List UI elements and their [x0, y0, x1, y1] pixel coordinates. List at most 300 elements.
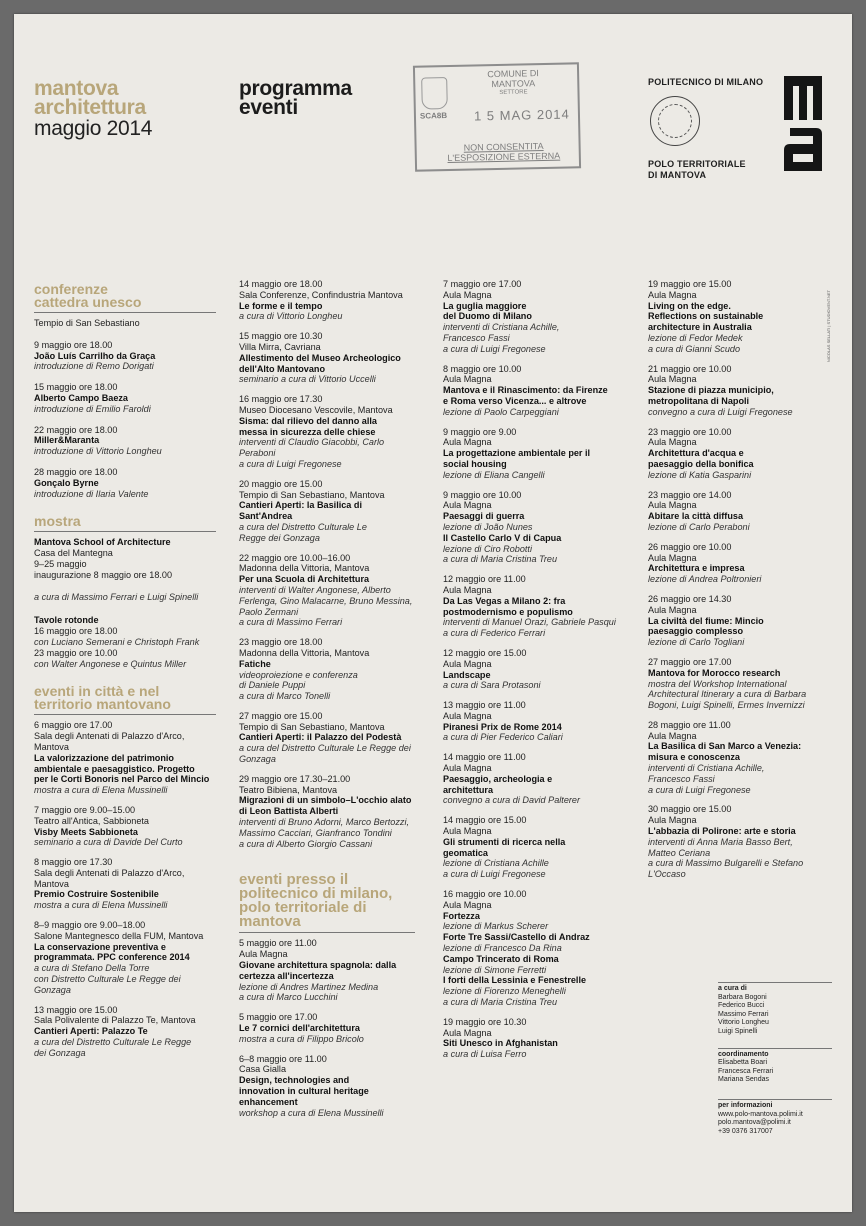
program-line-1: programma: [239, 77, 352, 100]
event-note: Ferlenga, Gino Malacarne, Bruno Messina,: [239, 595, 413, 606]
event-item: [443, 427, 621, 481]
event-note: lezione di Fedor Medek: [648, 332, 743, 343]
event-place: Aula Magna: [443, 500, 492, 511]
event-date: 14 maggio ore 15.00: [443, 815, 527, 826]
column-2: [239, 279, 415, 1127]
event-note: interventi di Cristiana Achille,: [648, 763, 765, 774]
curator-name: Massimo Ferrari: [718, 1010, 769, 1018]
event-place: Aula Magna: [443, 899, 492, 910]
event-title: paesaggio complesso: [648, 626, 744, 637]
event-note: workshop a cura di Elena Mussinelli: [239, 1107, 384, 1118]
event-note: L'Occaso: [648, 869, 686, 880]
event-item: [239, 774, 415, 850]
section-place: Tempio di San Sebastiano: [34, 318, 140, 328]
event-title: Siti Unesco in Afghanistan: [443, 1038, 558, 1049]
column-4: [648, 279, 824, 889]
section-title-line: eventi presso il: [239, 871, 349, 889]
event-place: Aula Magna: [648, 289, 697, 300]
event-item: [34, 382, 216, 414]
event-note: a cura di Massimo Bulgarelli e Stefano: [648, 858, 804, 869]
event-item: [34, 805, 216, 848]
event-title: paesaggio della bonifica: [648, 458, 754, 469]
event-title: Mantova for Morocco research: [648, 667, 781, 678]
event-note: lezione di Paolo Carpeggiani: [443, 406, 559, 417]
event-item: [648, 279, 824, 355]
event-note: convegno a cura di Luigi Fregonese: [648, 406, 793, 417]
event-item: [648, 490, 824, 533]
event-date: 22 maggio ore 10.00–16.00: [239, 552, 351, 563]
coordination-block: [718, 1048, 832, 1085]
politecnico-label: POLITECNICO DI MILANO: [648, 77, 764, 87]
event-title: Sant'Andrea: [239, 511, 293, 522]
program-title: [239, 77, 352, 119]
event-note: interventi di Manuel Orazi, Gabriele Pasqui: [443, 617, 616, 628]
event-item: [648, 804, 824, 880]
event-date: 14 maggio ore 11.00: [443, 752, 526, 763]
event-title: Architettura e impresa: [648, 563, 745, 574]
event-date: 8 maggio ore 17.30: [34, 857, 113, 868]
event-place: Aula Magna: [443, 374, 492, 385]
event-title: Reflections on sustainable: [648, 311, 764, 322]
event-note: lezione di Andres Martinez Medina: [239, 981, 379, 992]
event-note: Paolo Zermani: [239, 606, 299, 617]
curator-name: Vittorio Longheu: [718, 1019, 769, 1027]
event-title: La conservazione preventiva e: [34, 941, 166, 952]
event-title: Piranesi Prix de Rome 2014: [443, 721, 562, 732]
section-title-politecnico: [239, 873, 415, 933]
event-title: ambientale e paesaggistico. Progetto: [34, 763, 195, 774]
event-note: a cura di Pier Federico Caliari: [443, 732, 563, 743]
curator-name: Barbara Bogoni: [718, 993, 767, 1001]
event-title: e Roma verso Vicenza... e altrove: [443, 395, 587, 406]
program-line-2: eventi: [239, 95, 298, 119]
event-note: lezione di Fiorenzo Meneghelli: [443, 986, 566, 997]
event-item: [239, 1054, 415, 1119]
info-website[interactable]: www.polo-mantova.polimi.it: [718, 1110, 803, 1118]
event-place: Madonna della Vittoria, Mantova: [239, 647, 370, 658]
municipal-stamp: [413, 62, 581, 171]
event-date: 21 maggio ore 10.00: [648, 363, 732, 374]
event-title: Forte Tre Sassi/Castello di Andraz: [443, 932, 590, 943]
event-item: [239, 637, 415, 702]
event-title: La valorizzazione del patrimonio: [34, 752, 174, 763]
section-title-line: territorio mantovano: [34, 696, 171, 713]
polo-line-1: POLO TERRITORIALE: [648, 159, 746, 169]
stamp-line-2: MANTOVA: [491, 78, 536, 89]
event-note: a cura di Vittorio Longheu: [239, 311, 343, 322]
event-place: Tempio di San Sebastiano, Mantova: [239, 721, 385, 732]
event-date: 23 maggio ore 18.00: [239, 637, 323, 648]
event-date: 5 maggio ore 17.00: [239, 1012, 318, 1023]
event-note: lezione di Markus Scherer: [443, 921, 549, 932]
event-place: Aula Magna: [648, 604, 697, 615]
event-date: 26 maggio ore 10.00: [648, 541, 732, 552]
event-title: Stazione di piazza municipio,: [648, 385, 774, 396]
event-title: João Luís Carrilho da Graça: [34, 350, 156, 361]
event-title: architecture in Australia: [648, 322, 752, 333]
stamp-line-1: COMUNE DI: [487, 68, 539, 80]
section-title-conferenze: [34, 283, 216, 313]
event-title: La guglia maggiore: [443, 300, 527, 311]
event-item: [239, 279, 415, 322]
event-place: Aula Magna: [443, 826, 492, 837]
event-note: a cura di Maria Cristina Treu: [443, 554, 558, 565]
event-title: L'abbazia di Polirone: arte e storia: [648, 826, 796, 837]
event-item: [239, 331, 415, 385]
event-note: a cura di Alberto Giorgio Cassani: [239, 838, 373, 849]
event-note: lezione di Francesco Da Rina: [443, 943, 562, 954]
event-title: Design, technologies and: [239, 1075, 350, 1086]
event-date: 30 maggio ore 15.00: [648, 804, 732, 815]
event-item: [648, 594, 824, 648]
event-date: 27 maggio ore 17.00: [648, 656, 732, 667]
event-title: Le forme e il tempo: [239, 300, 323, 311]
event-place: Aula Magna: [648, 552, 697, 563]
event-item: [443, 279, 621, 355]
brand-title: [34, 77, 153, 140]
event-place: Aula Magna: [648, 730, 697, 741]
event-place: Aula Magna: [443, 584, 492, 595]
event-date: 9 maggio ore 9.00: [443, 426, 517, 437]
event-note: Bogoni, Luigi Spinelli, Ermes Invernizzi: [648, 700, 805, 711]
event-note: a cura di Marco Tonelli: [239, 691, 331, 702]
info-phone: +39 0376 317007: [718, 1127, 773, 1135]
event-date: 8 maggio ore 10.00: [443, 363, 522, 374]
event-note: introduzione di Ilaria Valente: [34, 488, 149, 499]
event-note: videoproiezione e conferenza: [239, 669, 358, 680]
event-date: 15 maggio ore 18.00: [34, 382, 118, 393]
event-note: introduzione di Emilio Faroldi: [34, 403, 151, 414]
event-place: Aula Magna: [648, 500, 697, 511]
event-note: di Daniele Puppi: [239, 680, 306, 691]
event-date: 28 maggio ore 11.00: [648, 719, 731, 730]
event-note: a cura di Luigi Fregonese: [443, 869, 546, 880]
event-note: seminario a cura di Vittorio Uccelli: [239, 374, 376, 385]
event-note: a cura di Stefano Della Torre: [34, 963, 150, 974]
stamp-line-4: NON CONSENTITA: [463, 141, 544, 153]
event-note: a cura del Distretto Culturale Le: [239, 521, 367, 532]
event-title: Il Castello Carlo V di Capua: [443, 532, 562, 543]
event-item: [239, 711, 415, 765]
event-place: Aula Magna: [648, 374, 697, 385]
event-title: messa in sicurezza delle chiese: [239, 426, 376, 437]
event-item: [648, 542, 824, 585]
event-place: Salone Mantegnesco della FUM, Mantova: [34, 930, 204, 941]
event-place: Villa Mirra, Cavriana: [239, 341, 321, 352]
section-title-line: conferenze: [34, 281, 108, 297]
event-item: [443, 1017, 621, 1060]
event-date: 15 maggio ore 10.30: [239, 331, 323, 342]
event-title: social housing: [443, 458, 507, 469]
event-note: con Luciano Semerani e Christoph Frank: [34, 636, 200, 647]
event-date: 12 maggio ore 15.00: [443, 647, 527, 658]
event-place: Tempio di San Sebastiano, Mantova: [239, 489, 385, 500]
politecnico-seal-icon: [650, 96, 700, 146]
event-place: Casa Gialla: [239, 1064, 287, 1075]
section-title-eventi-citta: [34, 685, 216, 715]
event-title: Migrazioni di un simbolo–L'occhio alato: [239, 795, 412, 806]
event-title: Campo Trincerato di Roma: [443, 953, 559, 964]
event-title: Architettura d'acqua e: [648, 448, 744, 459]
event-place: Aula Magna: [443, 763, 492, 774]
event-note: Architectural Itinerary a cura di Barbara: [648, 689, 807, 700]
event-date: 16 maggio ore 18.00: [34, 626, 118, 637]
brand-line-2: architettura: [34, 95, 146, 119]
event-title: Cantieri Aperti: la Basilica di: [239, 500, 362, 511]
event-note: Francesco Fassi: [443, 332, 510, 343]
event-note: interventi di Claudio Giacobbi, Carlo Peraboni: [239, 437, 385, 459]
event-note: Francesco Fassi: [648, 773, 715, 784]
coordination-label: coordinamento: [718, 1050, 769, 1058]
event-date: 23 maggio ore 14.00: [648, 489, 732, 500]
polo-label: [648, 159, 746, 181]
coordinator-name: Elisabetta Boari: [718, 1059, 768, 1067]
event-item: [34, 537, 216, 602]
event-title: Sisma: dal rilievo del danno alla: [239, 415, 377, 426]
event-date: 12 maggio ore 11.00: [443, 574, 526, 585]
event-place: Aula Magna: [443, 1027, 492, 1038]
section-title-mostra: mostra: [34, 515, 216, 532]
stamp-footer: [439, 141, 569, 164]
event-title: Allestimento del Museo Archeologico: [239, 352, 401, 363]
event-item: [443, 889, 621, 1008]
stamp-line-3: SETTORE: [499, 89, 528, 96]
stamp-code: SCA8B: [419, 111, 448, 121]
event-date: 22 maggio ore 18.00: [34, 424, 118, 435]
event-place: Aula Magna: [443, 437, 492, 448]
event-place: Aula Magna: [239, 949, 288, 960]
event-item: [443, 700, 621, 743]
event-item: [443, 648, 621, 691]
event-date: 5 maggio ore 11.00: [239, 938, 317, 949]
event-note: con Walter Angonese e Quintus Miller: [34, 658, 187, 669]
event-note: mostra del Workshop International: [648, 678, 787, 689]
ma-logo-icon: [784, 76, 822, 171]
event-place: Aula Magna: [648, 437, 697, 448]
event-note: a cura di Sara Protasoni: [443, 680, 541, 691]
event-note: a cura di Massimo Ferrari: [239, 617, 343, 628]
crest-icon: [421, 77, 448, 110]
event-note: interventi di Bruno Adorni, Marco Bertozzi,: [239, 817, 409, 828]
event-note: dei Gonzaga: [34, 1047, 86, 1058]
event-date: 6–8 maggio ore 11.00: [239, 1053, 327, 1064]
event-item: [34, 857, 216, 911]
event-note: convegno a cura di David Palterer: [443, 795, 580, 806]
event-date: 9 maggio ore 10.00: [443, 489, 522, 500]
event-note: lezione di Katia Gasparini: [648, 469, 752, 480]
event-item: [34, 615, 216, 669]
event-date: 19 maggio ore 10.30: [443, 1016, 527, 1027]
event-date: 7 maggio ore 9.00–15.00: [34, 804, 136, 815]
event-note: lezione di Andrea Poltronieri: [648, 574, 762, 585]
info-email[interactable]: polo.mantova@polimi.it: [718, 1119, 791, 1127]
event-note: Massimo Cacciari, Gianfranco Tondini: [239, 827, 392, 838]
event-title: geomatica: [443, 847, 488, 858]
brand-line-3: maggio 2014: [34, 116, 153, 140]
event-place: Sala Polivalente di Palazzo Te, Mantova: [34, 1015, 196, 1026]
event-note: interventi di Anna Maria Basso Bert,: [648, 836, 793, 847]
event-note: interventi di Walter Angonese, Alberto: [239, 584, 391, 595]
event-note: Gonzaga: [239, 754, 276, 765]
event-item: [34, 467, 216, 499]
event-note: mostra a cura di Filippo Bricolo: [239, 1033, 364, 1044]
event-item: [443, 815, 621, 880]
event-title: Living on the edge.: [648, 300, 731, 311]
event-title: Landscape: [443, 669, 491, 680]
event-title: di Leon Battista Alberti: [239, 806, 339, 817]
polo-line-2: DI MANTOVA: [648, 169, 707, 180]
section-title-line: mantova: [239, 913, 301, 931]
event-note: lezione di Simone Ferretti: [443, 964, 547, 975]
designer-credit: NICOLAS SELLATI | STUDIOVENT.NET: [826, 290, 831, 363]
event-note: lezione di Eliana Cangelli: [443, 469, 545, 480]
curator-name: Federico Bucci: [718, 1002, 765, 1010]
event-title: Miller&Maranta: [34, 435, 100, 446]
event-title: Gonçalo Byrne: [34, 477, 99, 488]
event-item: [443, 490, 621, 566]
event-date: 20 maggio ore 15.00: [239, 478, 323, 489]
event-date: 13 maggio ore 11.00: [443, 700, 526, 711]
event-item: [648, 720, 824, 796]
event-title: Gli strumenti di ricerca nella: [443, 836, 566, 847]
event-note: Regge dei Gonzaga: [239, 532, 320, 543]
event-note: a cura di Luigi Fregonese: [648, 784, 751, 795]
event-title: Mantova School of Architecture: [34, 537, 171, 548]
event-note: con Distretto Culturale Le Regge dei Gonzaga: [34, 974, 181, 995]
section-title-line: eventi in città e nel: [34, 683, 160, 700]
event-date: 9–25 maggio: [34, 558, 87, 569]
event-date: 7 maggio ore 17.00: [443, 279, 522, 289]
event-title: Paesaggi di guerra: [443, 511, 525, 522]
column-3: [443, 279, 621, 1069]
event-item: [443, 574, 621, 639]
event-date: 23 maggio ore 10.00: [648, 426, 732, 437]
event-title: Cantieri Aperti: Palazzo Te: [34, 1026, 148, 1037]
event-title: Paesaggio, archeologia e: [443, 773, 553, 784]
event-title: Fatiche: [239, 658, 271, 669]
event-place: Museo Diocesano Vescovile, Mantova: [239, 404, 393, 415]
event-place: Aula Magna: [443, 710, 492, 721]
event-note: a cura di Maria Cristina Treu: [443, 997, 558, 1008]
event-title: Abitare la città diffusa: [648, 511, 744, 522]
event-note: a cura di Gianni Scudo: [648, 343, 741, 354]
event-item: [239, 1012, 415, 1044]
coordinator-name: Mariana Sendas: [718, 1076, 769, 1084]
event-note: lezione di Carlo Togliani: [648, 637, 745, 648]
event-note: a cura di Luigi Fregonese: [443, 343, 546, 354]
event-title: Per una Scuola di Architettura: [239, 574, 370, 585]
event-note: a cura di Federico Ferrari: [443, 628, 546, 639]
event-note: lezione di Carlo Peraboni: [648, 521, 750, 532]
event-item: [648, 364, 824, 418]
event-title: per le Corti Bonoris nel Parco del Mincio: [34, 774, 210, 785]
event-note: mostra a cura di Elena Mussinelli: [34, 785, 168, 796]
event-item: [648, 427, 824, 481]
event-date: 19 maggio ore 15.00: [648, 279, 732, 289]
event-date: 27 maggio ore 15.00: [239, 710, 323, 721]
event-title: postmodernismo e populismo: [443, 606, 573, 617]
event-title: metropolitana di Napoli: [648, 395, 750, 406]
event-title: Giovane architettura spagnola: dalla: [239, 960, 397, 971]
event-title: innovation in cultural heritage: [239, 1086, 369, 1097]
event-date: 14 maggio ore 18.00: [239, 279, 323, 289]
event-title: Premio Costruire Sostenibile: [34, 889, 159, 900]
event-note: a cura del Distretto Culturale Le Regge dei: [239, 743, 411, 754]
event-note: introduzione di Remo Dorigati: [34, 361, 154, 372]
event-item: [34, 720, 216, 796]
brand-line-1: mantova: [34, 77, 119, 100]
event-item: [34, 425, 216, 457]
event-date: 8–9 maggio ore 9.00–18.00: [34, 920, 146, 931]
event-date: 16 maggio ore 10.00: [443, 889, 527, 900]
event-note: mostra a cura di Elena Mussinelli: [34, 900, 168, 911]
event-place: Madonna della Vittoria, Mantova: [239, 563, 370, 574]
section-title-line: polo territoriale di: [239, 899, 367, 917]
event-place: Aula Magna: [443, 658, 492, 669]
event-place: Casa del Mantegna: [34, 548, 113, 559]
section-title-line: cattedra unesco: [34, 294, 142, 310]
event-note: seminario a cura di Davide Del Curto: [34, 837, 183, 848]
info-label: per informazioni: [718, 1101, 773, 1109]
column-1: [34, 283, 216, 1068]
event-item: [239, 553, 415, 629]
event-title: Cantieri Aperti: il Palazzo del Podestà: [239, 732, 402, 743]
event-item: [34, 920, 216, 996]
event-title: Fortezza: [443, 910, 480, 921]
event-place: Teatro Bibiena, Mantova: [239, 784, 338, 795]
curators-label: a cura di: [718, 985, 747, 992]
curators-block: [718, 982, 832, 1037]
event-item: [34, 1005, 216, 1059]
event-title: programmata. PPC conference 2014: [34, 952, 190, 963]
credits-block: [718, 982, 832, 1147]
event-date: 23 maggio ore 10.00: [34, 647, 118, 658]
event-title: I forti della Lessinia e Fenestrelle: [443, 975, 587, 986]
event-title: misura e conoscenza: [648, 752, 740, 763]
event-note: lezione di Ciro Robotti: [443, 543, 532, 554]
event-date: 29 maggio ore 17.30–21.00: [239, 773, 351, 784]
event-note: a cura di Luisa Ferro: [443, 1049, 527, 1060]
event-title: certezza all'incertezza: [239, 970, 334, 981]
event-date: 28 maggio ore 18.00: [34, 466, 118, 477]
coordinator-name: Francesca Ferrari: [718, 1067, 774, 1075]
event-note: a cura di Massimo Ferrari e Luigi Spinelli: [34, 591, 199, 602]
event-date: 16 maggio ore 17.30: [239, 394, 323, 405]
stamp-date: 1 5 MAG 2014: [473, 106, 570, 124]
event-note: a cura di Luigi Fregonese: [239, 458, 342, 469]
section-title-line: politecnico di milano,: [239, 885, 393, 903]
event-item: [648, 657, 824, 711]
event-note: interventi di Cristiana Achille,: [443, 322, 560, 333]
event-title: Mantova e il Rinascimento: da Firenze: [443, 385, 608, 396]
event-title: Visby Meets Sabbioneta: [34, 826, 138, 837]
event-item: [239, 479, 415, 544]
event-date: 9 maggio ore 18.00: [34, 339, 113, 350]
event-title: architettura: [443, 784, 494, 795]
event-note: a cura di Marco Lucchini: [239, 992, 338, 1003]
event-date: 6 maggio ore 17.00: [34, 720, 113, 731]
stamp-line-5: L'ESPOSIZIONE ESTERNA: [447, 151, 561, 164]
event-note: Matteo Ceriana: [648, 847, 711, 858]
event-place: Sala degli Antenati di Palazzo d'Arco, Mantova: [34, 731, 185, 752]
event-item: [443, 364, 621, 418]
event-title: dell'Alto Mantovano: [239, 363, 326, 374]
event-title: enhancement: [239, 1096, 298, 1107]
event-date: 26 maggio ore 14.30: [648, 593, 732, 604]
event-item: [443, 752, 621, 806]
event-title: Le 7 cornici dell'architettura: [239, 1023, 360, 1034]
event-item: [239, 394, 415, 470]
